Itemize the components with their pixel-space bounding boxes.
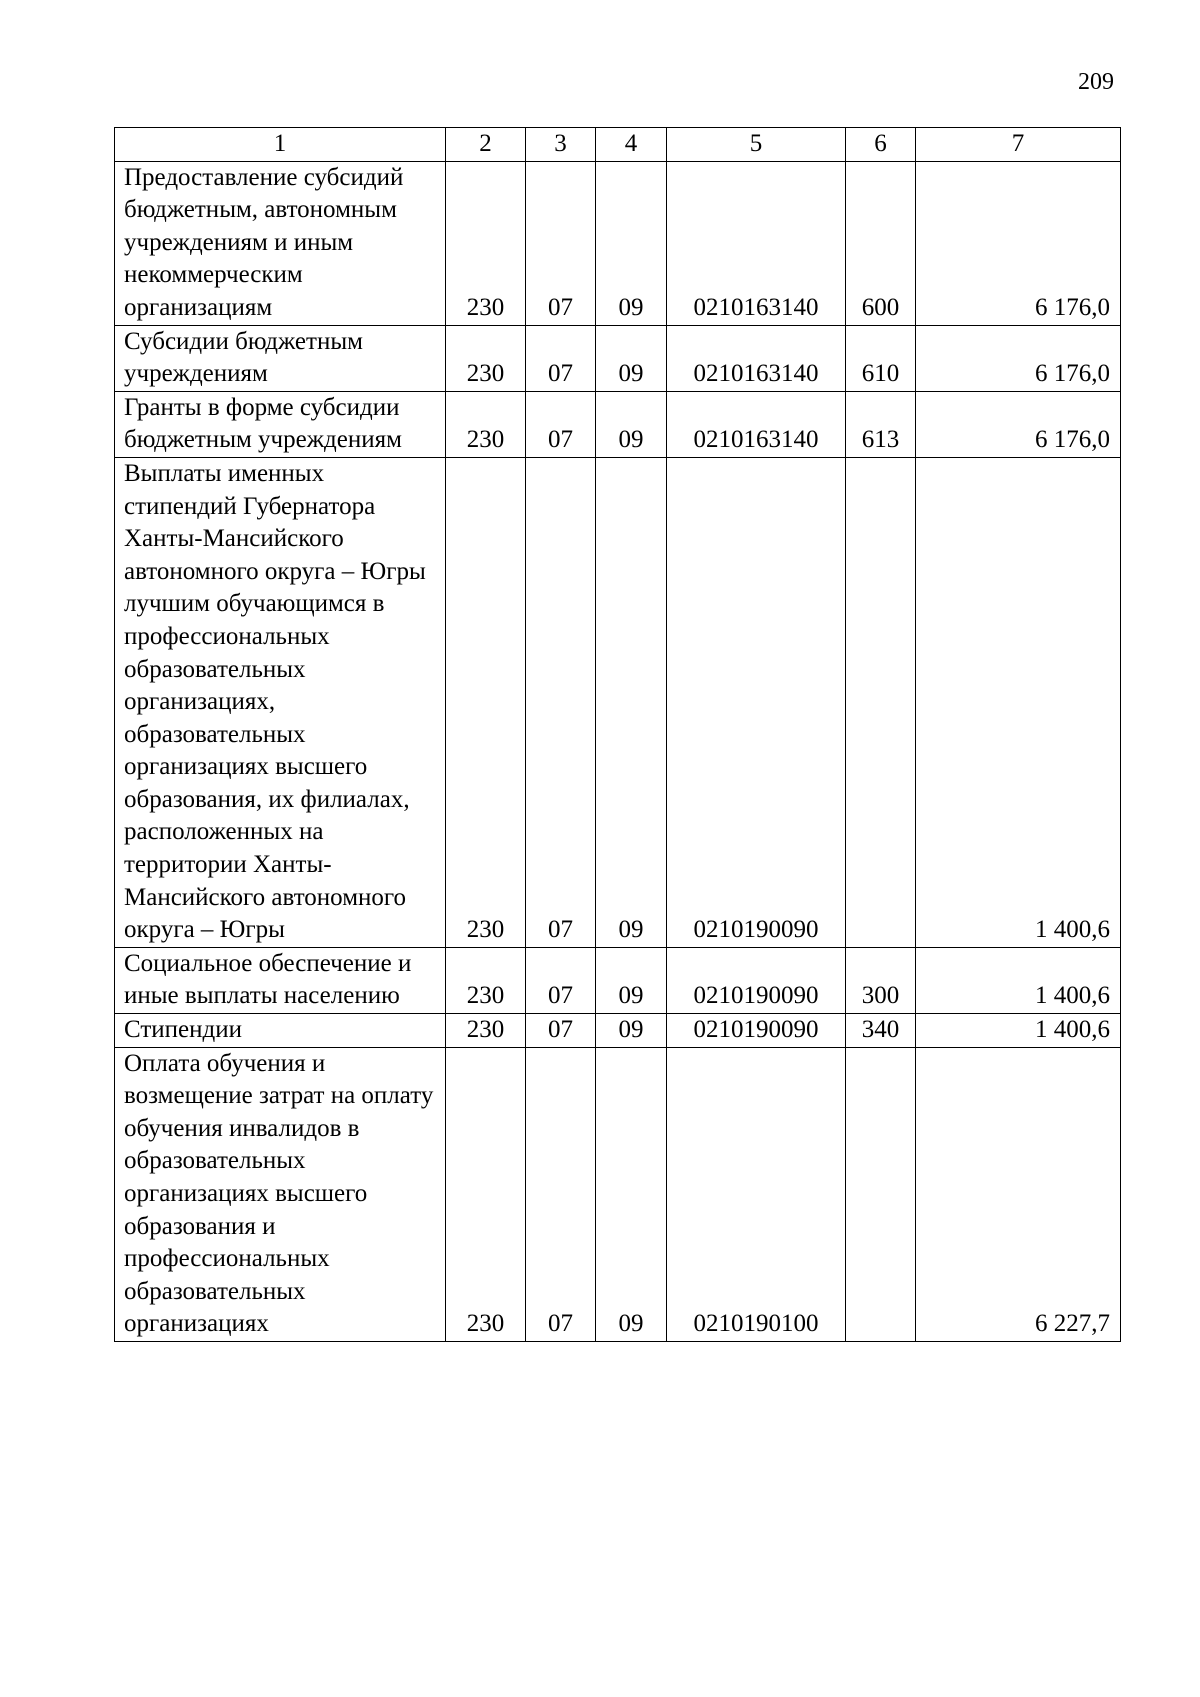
row-code-3: 07 — [526, 947, 596, 1013]
row-name: Стипендии — [115, 1014, 446, 1048]
row-code-4: 09 — [596, 1047, 667, 1341]
row-code-5: 0210163140 — [667, 161, 846, 325]
row-code-5: 0210190100 — [667, 1047, 846, 1341]
row-amount: 1 400,6 — [916, 457, 1121, 947]
row-code-6: 613 — [846, 391, 916, 457]
header-col-5: 5 — [667, 128, 846, 162]
row-name: Субсидии бюджетным учреждениям — [115, 325, 446, 391]
header-col-3: 3 — [526, 128, 596, 162]
row-code-3: 07 — [526, 457, 596, 947]
row-amount: 1 400,6 — [916, 947, 1121, 1013]
row-code-3: 07 — [526, 1047, 596, 1341]
row-code-2: 230 — [446, 325, 526, 391]
row-name: Оплата обучения и возмещение затрат на оплату обучения инвалидов в образовательных организациях высшего образования и профессиональных образовательных организациях — [115, 1047, 446, 1341]
row-code-4: 09 — [596, 947, 667, 1013]
row-name: Предоставление субсидий бюджетным, автономным учреждениям и иным некоммерческим организациям — [115, 161, 446, 325]
table-row — [115, 391, 1121, 457]
header-col-1: 1 — [115, 128, 446, 162]
table-row — [115, 161, 1121, 325]
header-col-6: 6 — [846, 128, 916, 162]
page-number: 209 — [1078, 69, 1114, 95]
row-amount: 6 176,0 — [916, 161, 1121, 325]
row-amount: 1 400,6 — [916, 1014, 1121, 1048]
row-code-3: 07 — [526, 1014, 596, 1048]
header-row — [115, 128, 1121, 162]
row-name: Гранты в форме субсидии бюджетным учреждениям — [115, 391, 446, 457]
row-code-3: 07 — [526, 161, 596, 325]
header-col-7: 7 — [916, 128, 1121, 162]
row-code-2: 230 — [446, 947, 526, 1013]
row-name: Выплаты именных стипендий Губернатора Ханты-Мансийского автономного округа – Югры лучшим обучающимся в профессиональных образовательных организациях, образовательных организациях высшего образования, их филиалах, расположенных на территории Ханты-Мансийского автономного округа – Югры — [115, 457, 446, 947]
row-code-2: 230 — [446, 161, 526, 325]
row-code-2: 230 — [446, 391, 526, 457]
row-code-4: 09 — [596, 161, 667, 325]
row-code-6 — [846, 457, 916, 947]
row-code-3: 07 — [526, 391, 596, 457]
row-code-2: 230 — [446, 1047, 526, 1341]
table-row — [115, 947, 1121, 1013]
row-code-4: 09 — [596, 457, 667, 947]
row-code-5: 0210190090 — [667, 947, 846, 1013]
row-amount: 6 176,0 — [916, 391, 1121, 457]
row-code-2: 230 — [446, 457, 526, 947]
row-code-6: 600 — [846, 161, 916, 325]
table-row — [115, 457, 1121, 947]
row-amount: 6 227,7 — [916, 1047, 1121, 1341]
budget-table — [114, 127, 1121, 1342]
table-row — [115, 325, 1121, 391]
row-code-5: 0210190090 — [667, 1014, 846, 1048]
row-code-4: 09 — [596, 391, 667, 457]
row-code-5: 0210163140 — [667, 391, 846, 457]
table-row — [115, 1014, 1121, 1048]
row-code-4: 09 — [596, 325, 667, 391]
row-amount: 6 176,0 — [916, 325, 1121, 391]
row-code-5: 0210190090 — [667, 457, 846, 947]
row-code-6: 610 — [846, 325, 916, 391]
header-col-2: 2 — [446, 128, 526, 162]
header-col-4: 4 — [596, 128, 667, 162]
row-code-2: 230 — [446, 1014, 526, 1048]
row-code-6: 300 — [846, 947, 916, 1013]
row-code-3: 07 — [526, 325, 596, 391]
row-name: Социальное обеспечение и иные выплаты населению — [115, 947, 446, 1013]
table-row — [115, 1047, 1121, 1341]
row-code-6 — [846, 1047, 916, 1341]
row-code-4: 09 — [596, 1014, 667, 1048]
row-code-6: 340 — [846, 1014, 916, 1048]
row-code-5: 0210163140 — [667, 325, 846, 391]
